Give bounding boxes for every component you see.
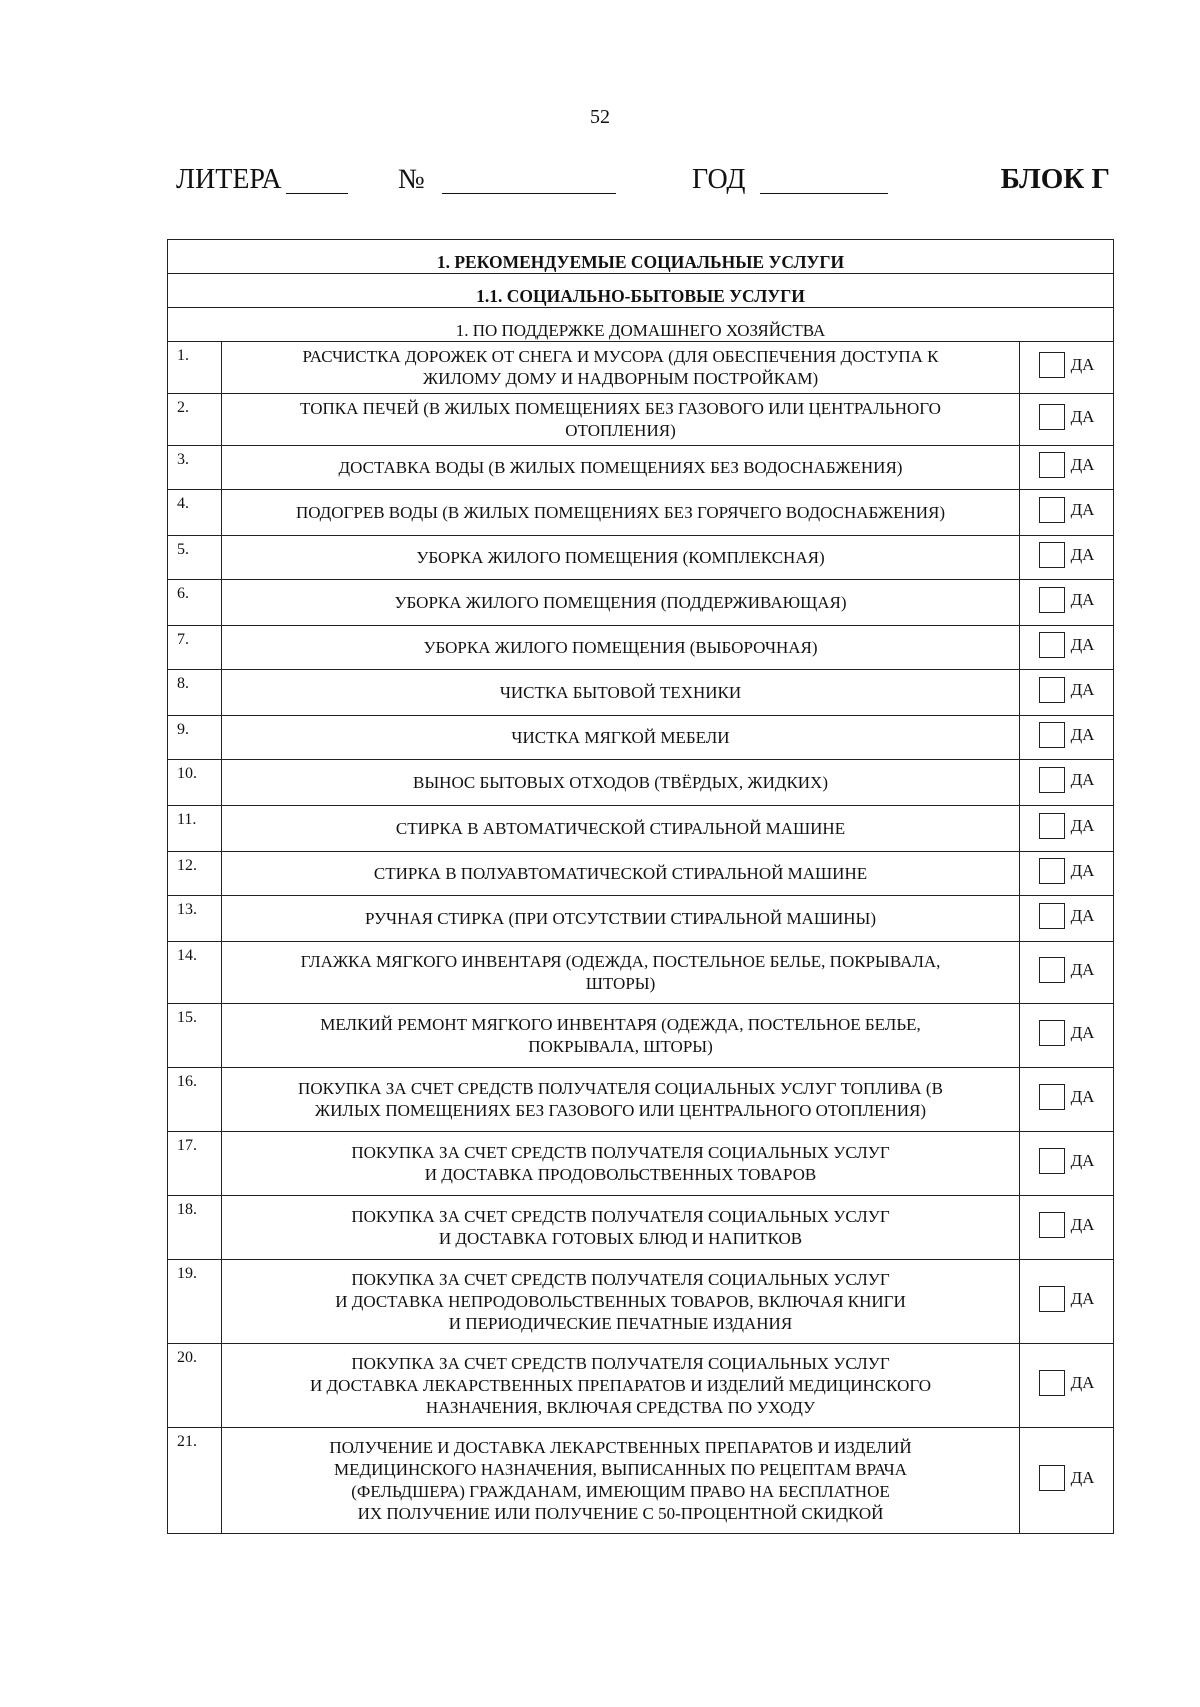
- yes-checkbox[interactable]: [1039, 1212, 1065, 1238]
- description-line: РАСЧИСТКА ДОРОЖЕК ОТ СНЕГА И МУСОРА (ДЛЯ ОБЕСПЕЧЕНИЯ ДОСТУПА К: [302, 346, 939, 366]
- service-row: [168, 716, 1114, 760]
- yes-checkbox[interactable]: [1039, 813, 1065, 839]
- yes-label: ДА: [1070, 355, 1095, 374]
- section-title-1-1: 1.1. СОЦИАЛЬНО-БЫТОВЫЕ УСЛУГИ: [168, 274, 1114, 308]
- yes-option[interactable]: [1039, 1148, 1095, 1174]
- yes-checkbox[interactable]: [1039, 497, 1065, 523]
- description-line: ОТОПЛЕНИЯ): [565, 420, 676, 440]
- row-number: 1.: [168, 342, 222, 394]
- description-line: ПОКУПКА ЗА СЧЕТ СРЕДСТВ ПОЛУЧАТЕЛЯ СОЦИАЛЬНЫХ УСЛУГ ТОПЛИВА (В: [298, 1078, 943, 1098]
- yes-label: ДА: [1070, 816, 1095, 835]
- row-number: 6.: [168, 580, 222, 626]
- yes-label: ДА: [1070, 906, 1095, 925]
- description-line: ПОЛУЧЕНИЕ И ДОСТАВКА ЛЕКАРСТВЕННЫХ ПРЕПАРАТОВ И ИЗДЕЛИЙ: [329, 1437, 912, 1457]
- page-number: 52: [590, 106, 610, 128]
- service-description: [222, 580, 1020, 626]
- description-line: ЖИЛЫХ ПОМЕЩЕНИЯХ БЕЗ ГАЗОВОГО ИЛИ ЦЕНТРАЛЬНОГО ОТОПЛЕНИЯ): [314, 1100, 927, 1120]
- description-line: СТИРКА В ПОЛУАВТОМАТИЧЕСКОЙ СТИРАЛЬНОЙ МАШИНЕ: [373, 863, 868, 883]
- yes-label: ДА: [1070, 407, 1095, 426]
- service-description: [222, 1344, 1020, 1428]
- service-row: [168, 1428, 1114, 1534]
- yes-label: ДА: [1070, 500, 1095, 519]
- yes-label: ДА: [1070, 545, 1095, 564]
- row-number: 21.: [168, 1428, 222, 1534]
- yes-cell: [1020, 446, 1114, 490]
- row-number: 10.: [168, 760, 222, 806]
- description-line: ЖИЛОМУ ДОМУ И НАДВОРНЫМ ПОСТРОЙКАМ): [422, 368, 819, 388]
- description-line: УБОРКА ЖИЛОГО ПОМЕЩЕНИЯ (ПОДДЕРЖИВАЮЩАЯ): [394, 592, 847, 612]
- section-header-row: [168, 240, 1114, 274]
- service-description: [222, 1428, 1020, 1534]
- description-line: ТОПКА ПЕЧЕЙ (В ЖИЛЫХ ПОМЕЩЕНИЯХ БЕЗ ГАЗОВОГО ИЛИ ЦЕНТРАЛЬНОГО: [300, 398, 941, 418]
- yes-checkbox[interactable]: [1039, 903, 1065, 929]
- description-line: ГЛАЖКА МЯГКОГО ИНВЕНТАРЯ (ОДЕЖДА, ПОСТЕЛЬНОЕ БЕЛЬЕ, ПОКРЫВАЛА,: [300, 951, 941, 971]
- service-description: [222, 1132, 1020, 1196]
- service-description: [222, 1004, 1020, 1068]
- service-description: [222, 1068, 1020, 1132]
- service-row: [168, 536, 1114, 580]
- year-field[interactable]: [760, 193, 888, 194]
- row-number: 14.: [168, 942, 222, 1004]
- yes-option[interactable]: [1039, 767, 1095, 793]
- description-line: И ДОСТАВКА ПРОДОВОЛЬСТВЕННЫХ ТОВАРОВ: [424, 1164, 817, 1184]
- yes-label: ДА: [1070, 960, 1095, 979]
- yes-option[interactable]: [1039, 352, 1095, 378]
- row-number: 8.: [168, 670, 222, 716]
- service-row: [168, 490, 1114, 536]
- yes-cell: [1020, 1344, 1114, 1428]
- yes-checkbox[interactable]: [1039, 1148, 1065, 1174]
- description-line: ПОКУПКА ЗА СЧЕТ СРЕДСТВ ПОЛУЧАТЕЛЯ СОЦИАЛЬНЫХ УСЛУГ: [351, 1269, 890, 1289]
- yes-option[interactable]: [1039, 1084, 1095, 1110]
- description-line: РУЧНАЯ СТИРКА (ПРИ ОТСУТСТВИИ СТИРАЛЬНОЙ МАШИНЫ): [364, 908, 877, 928]
- service-description: [222, 852, 1020, 896]
- yes-option[interactable]: [1039, 858, 1095, 884]
- service-description: [222, 1260, 1020, 1344]
- row-number: 17.: [168, 1132, 222, 1196]
- yes-cell: [1020, 1196, 1114, 1260]
- description-line: ЧИСТКА МЯГКОЙ МЕБЕЛИ: [511, 727, 730, 747]
- yes-cell: [1020, 1428, 1114, 1534]
- yes-label: ДА: [1070, 1289, 1095, 1308]
- yes-label: ДА: [1070, 635, 1095, 654]
- yes-checkbox[interactable]: [1039, 452, 1065, 478]
- service-row: [168, 942, 1114, 1004]
- yes-cell: [1020, 536, 1114, 580]
- yes-cell: [1020, 394, 1114, 446]
- description-line: И ДОСТАВКА ЛЕКАРСТВЕННЫХ ПРЕПАРАТОВ И ИЗДЕЛИЙ МЕДИЦИНСКОГО: [309, 1375, 932, 1395]
- service-description: [222, 446, 1020, 490]
- yes-cell: [1020, 490, 1114, 536]
- section-title-1-1-1: 1. ПО ПОДДЕРЖКЕ ДОМАШНЕГО ХОЗЯЙСТВА: [168, 308, 1114, 342]
- row-number: 20.: [168, 1344, 222, 1428]
- description-line: МЕДИЦИНСКОГО НАЗНАЧЕНИЯ, ВЫПИСАННЫХ ПО РЕЦЕПТАМ ВРАЧА: [334, 1459, 907, 1479]
- description-line: ПОКУПКА ЗА СЧЕТ СРЕДСТВ ПОЛУЧАТЕЛЯ СОЦИАЛЬНЫХ УСЛУГ: [351, 1142, 890, 1162]
- row-number: 12.: [168, 852, 222, 896]
- yes-label: ДА: [1070, 770, 1095, 789]
- yes-cell: [1020, 1004, 1114, 1068]
- description-line: ПОКУПКА ЗА СЧЕТ СРЕДСТВ ПОЛУЧАТЕЛЯ СОЦИАЛЬНЫХ УСЛУГ: [351, 1353, 890, 1373]
- yes-label: ДА: [1070, 680, 1095, 699]
- row-number: 16.: [168, 1068, 222, 1132]
- service-row: [168, 896, 1114, 942]
- yes-label: ДА: [1070, 725, 1095, 744]
- yes-option[interactable]: [1039, 1212, 1095, 1238]
- service-row: [168, 1004, 1114, 1068]
- yes-checkbox[interactable]: [1039, 957, 1065, 983]
- service-description: [222, 536, 1020, 580]
- row-number: 5.: [168, 536, 222, 580]
- service-row: [168, 1132, 1114, 1196]
- row-number: 18.: [168, 1196, 222, 1260]
- description-line: И ПЕРИОДИЧЕСКИЕ ПЕЧАТНЫЕ ИЗДАНИЯ: [448, 1313, 793, 1333]
- description-line: ЧИСТКА БЫТОВОЙ ТЕХНИКИ: [499, 682, 742, 702]
- yes-label: ДА: [1070, 590, 1095, 609]
- yes-option[interactable]: [1039, 632, 1095, 658]
- yes-cell: [1020, 1132, 1114, 1196]
- service-description: [222, 626, 1020, 670]
- yes-label: ДА: [1070, 1215, 1095, 1234]
- yes-checkbox[interactable]: [1039, 1084, 1065, 1110]
- yes-option[interactable]: [1039, 542, 1095, 568]
- service-description: [222, 716, 1020, 760]
- yes-label: ДА: [1070, 1023, 1095, 1042]
- litera-label: ЛИТЕРА: [176, 164, 282, 195]
- yes-option[interactable]: [1039, 677, 1095, 703]
- section-header-row: [168, 274, 1114, 308]
- yes-cell: [1020, 342, 1114, 394]
- description-line: (ФЕЛЬДШЕРА) ГРАЖДАНАМ, ИМЕЮЩИМ ПРАВО НА БЕСПЛАТНОЕ: [351, 1481, 890, 1501]
- service-description: [222, 342, 1020, 394]
- service-row: [168, 446, 1114, 490]
- yes-label: ДА: [1070, 861, 1095, 880]
- yes-option[interactable]: [1039, 722, 1095, 748]
- yes-checkbox[interactable]: [1039, 1286, 1065, 1312]
- yes-checkbox[interactable]: [1039, 767, 1065, 793]
- service-description: [222, 670, 1020, 716]
- yes-checkbox[interactable]: [1039, 1465, 1065, 1491]
- yes-option[interactable]: [1039, 1465, 1095, 1491]
- description-line: ВЫНОС БЫТОВЫХ ОТХОДОВ (ТВЁРДЫХ, ЖИДКИХ): [413, 772, 828, 792]
- block-label: БЛОК Г: [1000, 163, 1110, 195]
- yes-cell: [1020, 806, 1114, 852]
- row-number: 13.: [168, 896, 222, 942]
- service-row: [168, 1260, 1114, 1344]
- description-line: ПОКУПКА ЗА СЧЕТ СРЕДСТВ ПОЛУЧАТЕЛЯ СОЦИАЛЬНЫХ УСЛУГ: [351, 1206, 890, 1226]
- yes-checkbox[interactable]: [1039, 587, 1065, 613]
- form-header: [176, 164, 1110, 198]
- yes-option[interactable]: [1039, 1286, 1095, 1312]
- service-row: [168, 1344, 1114, 1428]
- yes-cell: [1020, 942, 1114, 1004]
- yes-label: ДА: [1070, 1373, 1095, 1392]
- yes-cell: [1020, 852, 1114, 896]
- description-line: ШТОРЫ): [585, 973, 656, 993]
- description-line: ДОСТАВКА ВОДЫ (В ЖИЛЫХ ПОМЕЩЕНИЯХ БЕЗ ВОДОСНАБЖЕНИЯ): [338, 457, 903, 477]
- row-number: 9.: [168, 716, 222, 760]
- yes-checkbox[interactable]: [1039, 1370, 1065, 1396]
- yes-cell: [1020, 1260, 1114, 1344]
- yes-checkbox[interactable]: [1039, 858, 1065, 884]
- yes-option[interactable]: [1039, 813, 1095, 839]
- yes-cell: [1020, 716, 1114, 760]
- litera-field[interactable]: [286, 193, 348, 194]
- description-line: ПОДОГРЕВ ВОДЫ (В ЖИЛЫХ ПОМЕЩЕНИЯХ БЕЗ ГОРЯЧЕГО ВОДОСНАБЖЕНИЯ): [295, 502, 946, 522]
- yes-checkbox[interactable]: [1039, 1020, 1065, 1046]
- yes-checkbox[interactable]: [1039, 404, 1065, 430]
- service-description: [222, 896, 1020, 942]
- yes-option[interactable]: [1039, 903, 1095, 929]
- description-line: СТИРКА В АВТОМАТИЧЕСКОЙ СТИРАЛЬНОЙ МАШИНЕ: [395, 818, 846, 838]
- yes-option[interactable]: [1039, 1020, 1095, 1046]
- yes-checkbox[interactable]: [1039, 352, 1065, 378]
- service-description: [222, 806, 1020, 852]
- yes-option[interactable]: [1039, 497, 1095, 523]
- yes-checkbox[interactable]: [1039, 632, 1065, 658]
- service-row: [168, 626, 1114, 670]
- row-number: 4.: [168, 490, 222, 536]
- yes-label: ДА: [1070, 1151, 1095, 1170]
- yes-option[interactable]: [1039, 404, 1095, 430]
- description-line: И ДОСТАВКА НЕПРОДОВОЛЬСТВЕННЫХ ТОВАРОВ, ВКЛЮЧАЯ КНИГИ: [335, 1291, 906, 1311]
- yes-checkbox[interactable]: [1039, 542, 1065, 568]
- service-row: [168, 1196, 1114, 1260]
- service-row: [168, 760, 1114, 806]
- service-row: [168, 1068, 1114, 1132]
- row-number: 3.: [168, 446, 222, 490]
- yes-cell: [1020, 896, 1114, 942]
- service-description: [222, 1196, 1020, 1260]
- yes-label: ДА: [1070, 1087, 1095, 1106]
- yes-cell: [1020, 1068, 1114, 1132]
- description-line: УБОРКА ЖИЛОГО ПОМЕЩЕНИЯ (КОМПЛЕКСНАЯ): [416, 547, 825, 567]
- description-line: НАЗНАЧЕНИЯ, ВКЛЮЧАЯ СРЕДСТВА ПО УХОДУ: [425, 1397, 816, 1417]
- service-row: [168, 580, 1114, 626]
- section-header-row: [168, 308, 1114, 342]
- yes-cell: [1020, 670, 1114, 716]
- yes-option[interactable]: [1039, 957, 1095, 983]
- yes-option[interactable]: [1039, 452, 1095, 478]
- service-row: [168, 852, 1114, 896]
- number-label: №: [398, 164, 425, 195]
- yes-cell: [1020, 580, 1114, 626]
- yes-option[interactable]: [1039, 587, 1095, 613]
- description-line: И ДОСТАВКА ГОТОВЫХ БЛЮД И НАПИТКОВ: [438, 1228, 803, 1248]
- description-line: УБОРКА ЖИЛОГО ПОМЕЩЕНИЯ (ВЫБОРОЧНАЯ): [423, 637, 818, 657]
- service-description: [222, 760, 1020, 806]
- section-title-1: 1. РЕКОМЕНДУЕМЫЕ СОЦИАЛЬНЫЕ УСЛУГИ: [168, 240, 1114, 274]
- description-line: ИХ ПОЛУЧЕНИЕ ИЛИ ПОЛУЧЕНИЕ С 50-ПРОЦЕНТНОЙ СКИДКОЙ: [357, 1503, 884, 1523]
- service-description: [222, 490, 1020, 536]
- service-row: [168, 806, 1114, 852]
- yes-checkbox[interactable]: [1039, 677, 1065, 703]
- row-number: 2.: [168, 394, 222, 446]
- yes-option[interactable]: [1039, 1370, 1095, 1396]
- yes-label: ДА: [1070, 455, 1095, 474]
- services-table: [167, 239, 1114, 1534]
- yes-cell: [1020, 760, 1114, 806]
- service-row: [168, 342, 1114, 394]
- description-line: ПОКРЫВАЛА, ШТОРЫ): [528, 1036, 713, 1056]
- row-number: 11.: [168, 806, 222, 852]
- row-number: 19.: [168, 1260, 222, 1344]
- service-row: [168, 670, 1114, 716]
- yes-checkbox[interactable]: [1039, 722, 1065, 748]
- year-label: ГОД: [692, 164, 746, 195]
- row-number: 15.: [168, 1004, 222, 1068]
- yes-label: ДА: [1070, 1468, 1095, 1487]
- yes-cell: [1020, 626, 1114, 670]
- description-line: МЕЛКИЙ РЕМОНТ МЯГКОГО ИНВЕНТАРЯ (ОДЕЖДА, ПОСТЕЛЬНОЕ БЕЛЬЕ,: [320, 1014, 921, 1034]
- row-number: 7.: [168, 626, 222, 670]
- service-description: [222, 942, 1020, 1004]
- number-field[interactable]: [442, 193, 616, 194]
- service-description: [222, 394, 1020, 446]
- service-row: [168, 394, 1114, 446]
